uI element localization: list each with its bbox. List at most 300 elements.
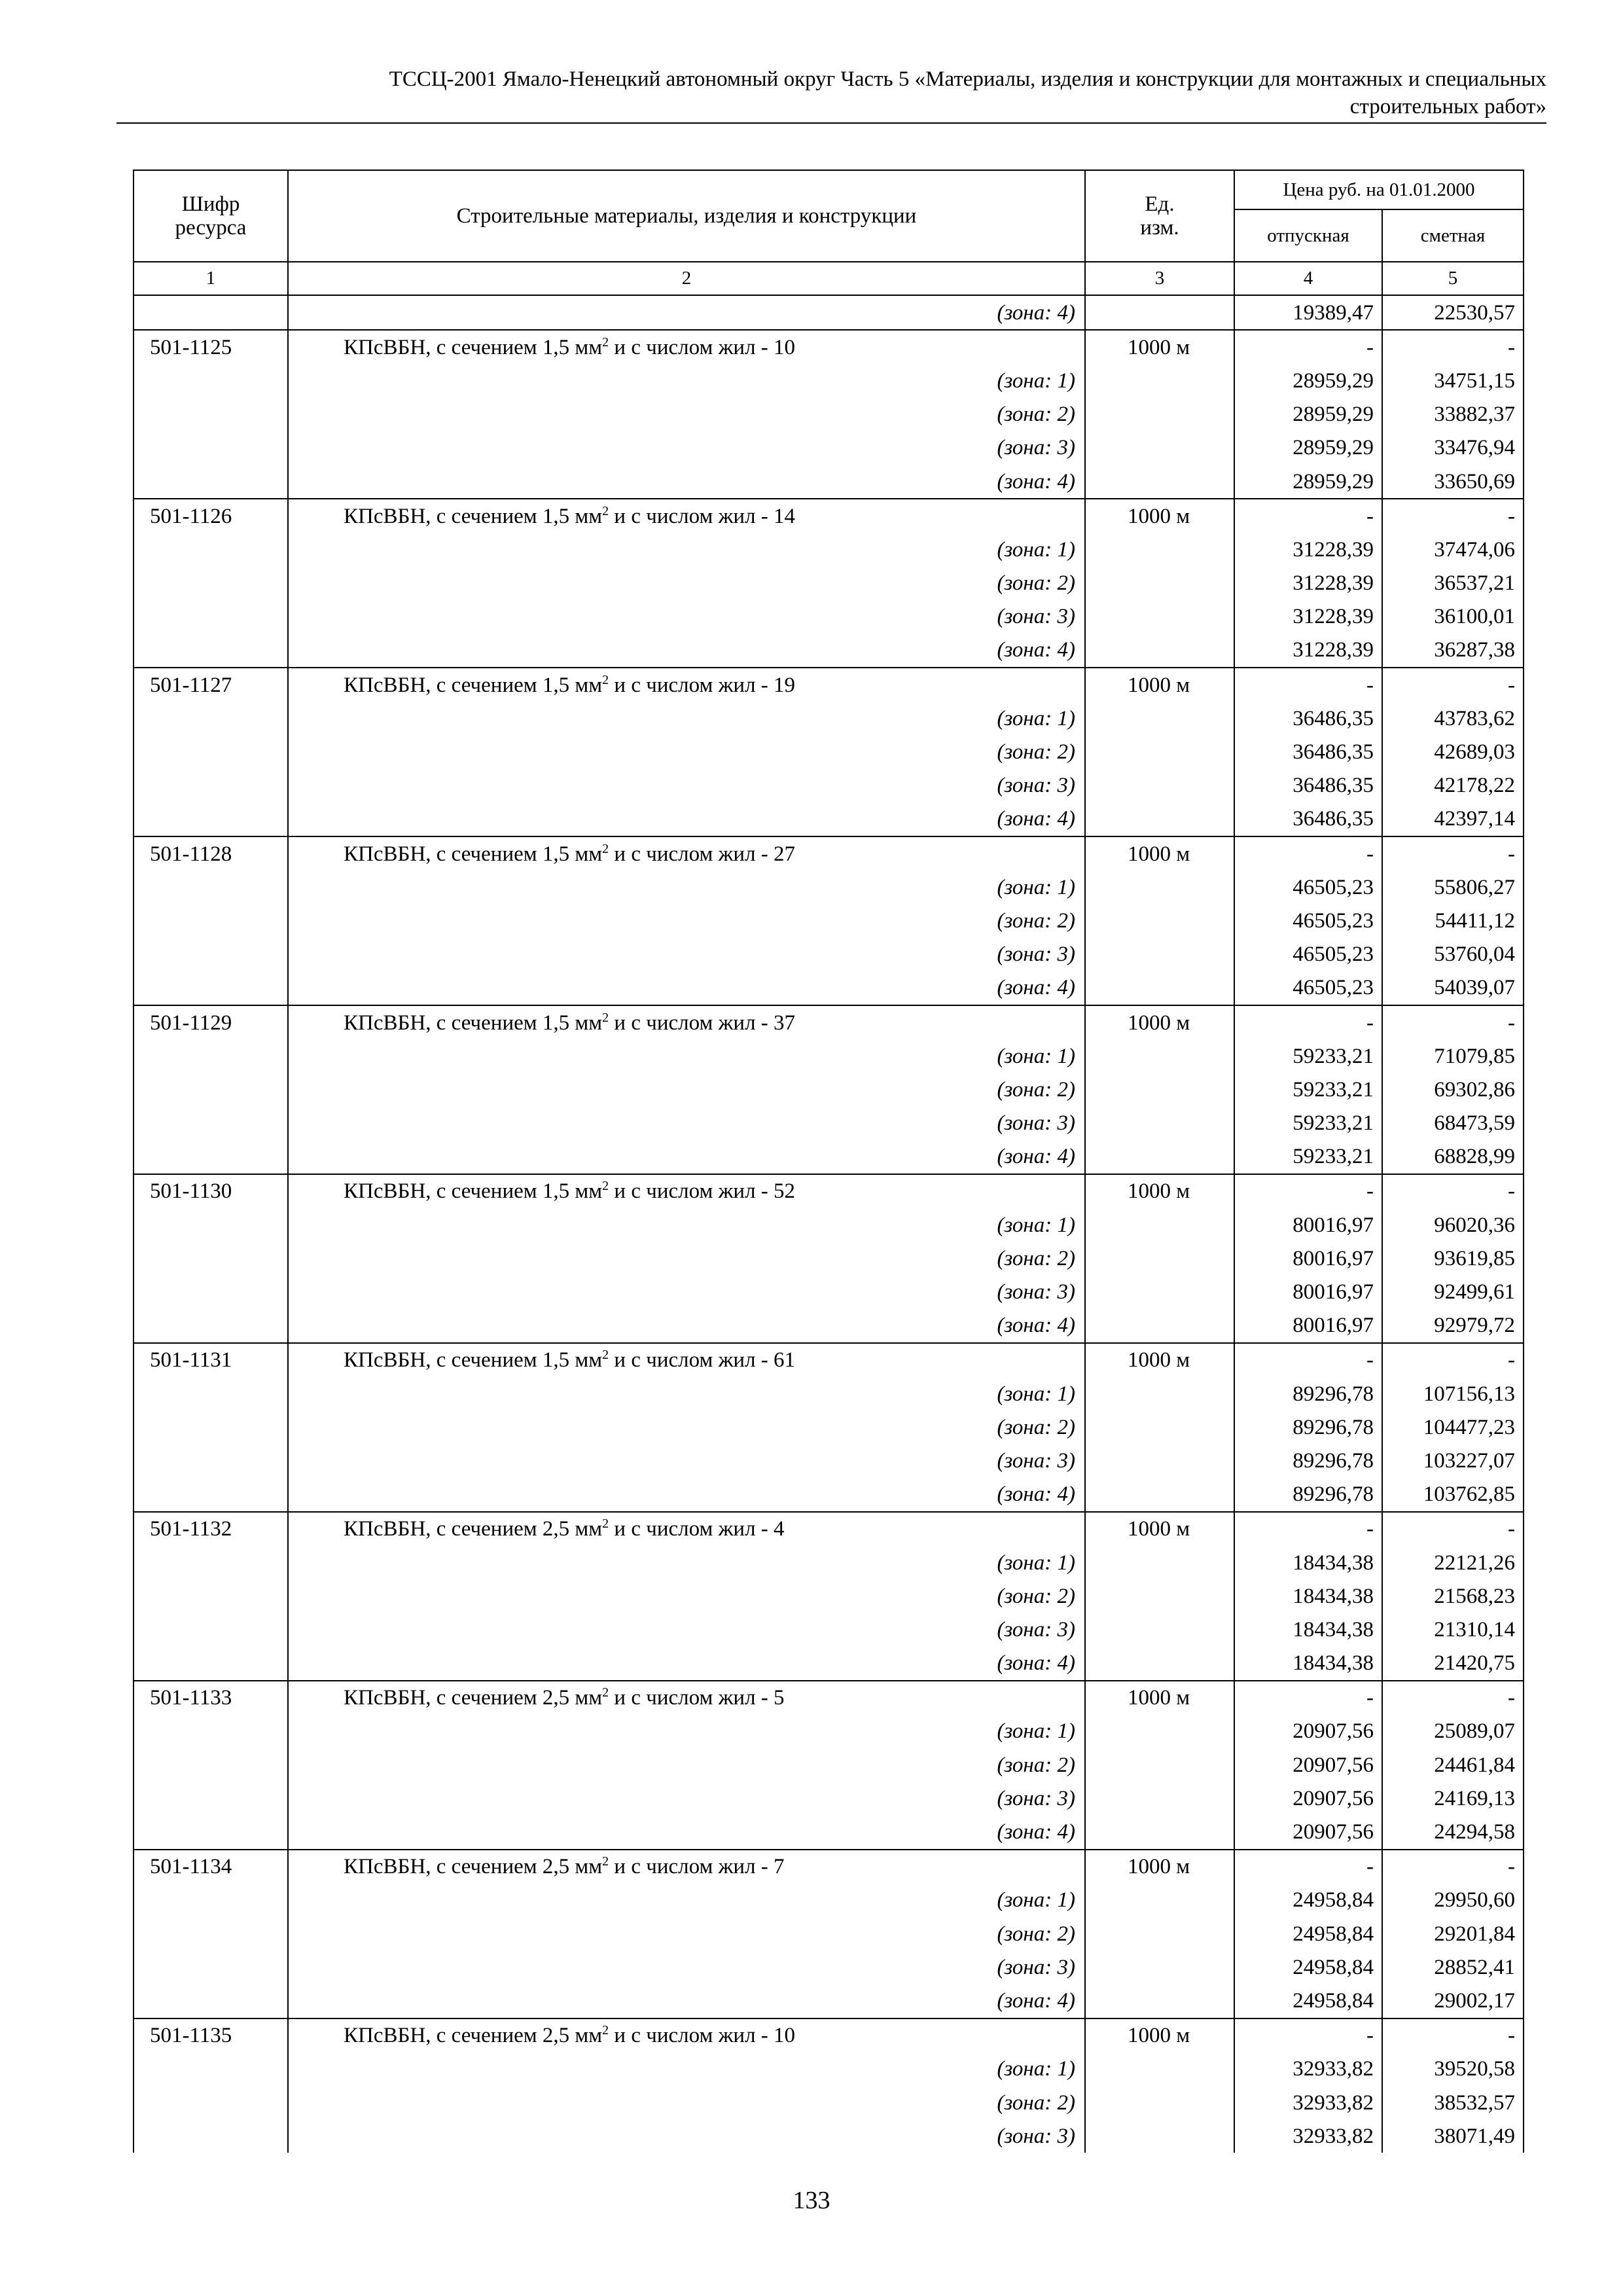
cell-estimate-price: - <box>1382 1512 1524 1546</box>
table-row <box>134 971 1524 1005</box>
cell-unit: 1000 м <box>1085 836 1234 870</box>
cell-release-price: 59233,21 <box>1234 1140 1382 1174</box>
cell-estimate-price: - <box>1382 2018 1524 2053</box>
header-code-line-1: Шифр <box>181 192 240 216</box>
cell-code: 501-1130 <box>134 1174 288 1208</box>
cell-estimate-price: 42689,03 <box>1382 735 1524 768</box>
table-row <box>134 1343 1524 1377</box>
cell-unit: 1000 м <box>1085 1850 1234 1884</box>
cell-release-price: 59233,21 <box>1234 1073 1382 1106</box>
table-row <box>134 1174 1524 1208</box>
cell-unit <box>1085 938 1234 971</box>
material-name-suffix: и с числом жил - 10 <box>609 335 796 359</box>
table-row <box>134 364 1524 397</box>
cell-estimate-price: 24461,84 <box>1382 1748 1524 1782</box>
cell-material-name <box>288 668 1085 702</box>
cell-estimate-price: 39520,58 <box>1382 2053 1524 2086</box>
cell-release-price: 31228,39 <box>1234 600 1382 634</box>
material-name-superscript: 2 <box>602 841 609 856</box>
cell-code <box>134 938 288 971</box>
material-name-text: КПсВБН, с сечением 2,5 мм <box>344 2024 603 2048</box>
cell-unit <box>1085 1444 1234 1477</box>
cell-unit <box>1085 1073 1234 1106</box>
cell-estimate-price: 92499,61 <box>1382 1275 1524 1308</box>
cell-zone: (зона: 4) <box>288 802 1085 836</box>
cell-unit <box>1085 398 1234 431</box>
cell-code <box>134 1647 288 1681</box>
cell-estimate-price: - <box>1382 836 1524 870</box>
table-row <box>134 1005 1524 1039</box>
cell-release-price: 80016,97 <box>1234 1242 1382 1275</box>
table-row <box>134 499 1524 533</box>
cell-estimate-price: 36100,01 <box>1382 600 1524 634</box>
cell-zone: (зона: 4) <box>288 465 1085 499</box>
cell-unit <box>1085 1478 1234 1512</box>
cell-release-price: - <box>1234 1343 1382 1377</box>
material-name-suffix: и с числом жил - 14 <box>609 504 796 528</box>
table-row <box>134 1140 1524 1174</box>
header-resource-code <box>134 170 288 262</box>
table-row <box>134 567 1524 600</box>
cell-release-price: - <box>1234 2018 1382 2053</box>
cell-code <box>134 431 288 465</box>
table-row <box>134 1884 1524 1917</box>
cell-estimate-price: 38071,49 <box>1382 2119 1524 2153</box>
cell-unit: 1000 м <box>1085 499 1234 533</box>
table-row <box>134 938 1524 971</box>
running-header-line-2: строительных работ» <box>1349 95 1546 118</box>
cell-estimate-price: 24169,13 <box>1382 1782 1524 1815</box>
cell-release-price: 32933,82 <box>1234 2119 1382 2153</box>
cell-unit <box>1085 2086 1234 2119</box>
cell-zone: (зона: 1) <box>288 1546 1085 1579</box>
material-name-superscript: 2 <box>602 1685 609 1700</box>
cell-estimate-price: 107156,13 <box>1382 1377 1524 1410</box>
cell-estimate-price: 68473,59 <box>1382 1107 1524 1140</box>
cell-code: 501-1127 <box>134 668 288 702</box>
cell-zone: (зона: 3) <box>288 1950 1085 1984</box>
cell-estimate-price: - <box>1382 1681 1524 1715</box>
material-name-suffix: и с числом жил - 61 <box>609 1348 796 1372</box>
table-row <box>134 295 1524 330</box>
cell-estimate-price: - <box>1382 1005 1524 1039</box>
material-name-superscript: 2 <box>602 1516 609 1532</box>
cell-zone: (зона: 1) <box>288 364 1085 397</box>
cell-estimate-price: 33650,69 <box>1382 465 1524 499</box>
cell-zone: (зона: 2) <box>288 1242 1085 1275</box>
table-row <box>134 1850 1524 1884</box>
cell-estimate-price: 53760,04 <box>1382 938 1524 971</box>
cell-estimate-price: 69302,86 <box>1382 1073 1524 1106</box>
cell-code <box>134 1039 288 1073</box>
cell-estimate-price: 103227,07 <box>1382 1444 1524 1477</box>
table-row <box>134 1647 1524 1681</box>
cell-zone: (зона: 1) <box>288 702 1085 735</box>
cell-code <box>134 1715 288 1748</box>
material-name-text: КПсВБН, с сечением 1,5 мм <box>344 1179 603 1204</box>
cell-unit: 1000 м <box>1085 1512 1234 1546</box>
table-row <box>134 1782 1524 1815</box>
cell-unit <box>1085 364 1234 397</box>
cell-code <box>134 870 288 904</box>
cell-zone: (зона: 2) <box>288 735 1085 768</box>
cell-estimate-price: - <box>1382 1343 1524 1377</box>
table-row <box>134 398 1524 431</box>
cell-estimate-price: 68828,99 <box>1382 1140 1524 1174</box>
cell-release-price: 18434,38 <box>1234 1579 1382 1613</box>
cell-material-name <box>288 1005 1085 1039</box>
running-header <box>116 65 1546 120</box>
cell-release-price: 18434,38 <box>1234 1613 1382 1646</box>
cell-estimate-price: 36287,38 <box>1382 634 1524 668</box>
table-row <box>134 1309 1524 1343</box>
cell-material-name <box>288 499 1085 533</box>
cell-release-price: - <box>1234 1005 1382 1039</box>
cell-zone: (зона: 2) <box>288 398 1085 431</box>
table-row <box>134 465 1524 499</box>
cell-release-price: 28959,29 <box>1234 364 1382 397</box>
cell-release-price: 80016,97 <box>1234 1309 1382 1343</box>
cell-zone: (зона: 2) <box>288 1410 1085 1444</box>
cell-code <box>134 1546 288 1579</box>
cell-release-price: 20907,56 <box>1234 1815 1382 1849</box>
cell-unit <box>1085 1242 1234 1275</box>
material-name-suffix: и с числом жил - 37 <box>609 1011 796 1035</box>
cell-zone: (зона: 4) <box>288 1309 1085 1343</box>
cell-release-price: 59233,21 <box>1234 1107 1382 1140</box>
table-row <box>134 1613 1524 1646</box>
cell-unit: 1000 м <box>1085 1174 1234 1208</box>
cell-code <box>134 769 288 802</box>
cell-release-price: 24958,84 <box>1234 1917 1382 1950</box>
cell-unit <box>1085 870 1234 904</box>
cell-unit <box>1085 1613 1234 1646</box>
cell-code <box>134 2086 288 2119</box>
table-row <box>134 1208 1524 1242</box>
material-name-text: КПсВБН, с сечением 1,5 мм <box>344 335 603 359</box>
cell-code <box>134 1275 288 1308</box>
cell-unit <box>1085 1647 1234 1681</box>
material-name-superscript: 2 <box>602 334 609 350</box>
table-row <box>134 1275 1524 1308</box>
cell-zone: (зона: 2) <box>288 1579 1085 1613</box>
cell-release-price: - <box>1234 836 1382 870</box>
table-row <box>134 769 1524 802</box>
cell-zone: (зона: 1) <box>288 1208 1085 1242</box>
material-name-superscript: 2 <box>602 1010 609 1025</box>
cell-unit <box>1085 971 1234 1005</box>
column-number: 5 <box>1382 262 1524 295</box>
cell-estimate-price: 22121,26 <box>1382 1546 1524 1579</box>
cell-zone: (зона: 1) <box>288 1884 1085 1917</box>
cell-release-price: 36486,35 <box>1234 802 1382 836</box>
cell-estimate-price: 22530,57 <box>1382 295 1524 330</box>
cell-unit <box>1085 1815 1234 1849</box>
cell-unit <box>1085 1309 1234 1343</box>
material-name-suffix: и с числом жил - 27 <box>609 842 796 866</box>
table-row <box>134 1377 1524 1410</box>
cell-code <box>134 735 288 768</box>
cell-code <box>134 1478 288 1512</box>
table-row <box>134 702 1524 735</box>
cell-release-price: 24958,84 <box>1234 1984 1382 2018</box>
cell-release-price: - <box>1234 330 1382 364</box>
cell-unit <box>1085 1140 1234 1174</box>
material-name-text: КПсВБН, с сечением 2,5 мм <box>344 1686 603 1710</box>
cell-zone: (зона: 2) <box>288 904 1085 937</box>
cell-code <box>134 971 288 1005</box>
cell-unit <box>1085 634 1234 668</box>
cell-release-price: 19389,47 <box>1234 295 1382 330</box>
cell-unit <box>1085 1208 1234 1242</box>
header-rule <box>116 122 1546 124</box>
cell-unit <box>1085 904 1234 937</box>
cell-material-name <box>288 330 1085 364</box>
table-row <box>134 802 1524 836</box>
price-table <box>133 170 1524 2153</box>
material-name-suffix: и с числом жил - 10 <box>609 2024 796 2048</box>
table-row <box>134 2018 1524 2053</box>
cell-release-price: - <box>1234 1512 1382 1546</box>
cell-unit <box>1085 1782 1234 1815</box>
column-number: 2 <box>288 262 1085 295</box>
cell-estimate-price: 103762,85 <box>1382 1478 1524 1512</box>
cell-code <box>134 1107 288 1140</box>
cell-release-price: 89296,78 <box>1234 1410 1382 1444</box>
cell-unit: 1000 м <box>1085 1343 1234 1377</box>
cell-estimate-price: 29201,84 <box>1382 1917 1524 1950</box>
cell-unit <box>1085 1984 1234 2018</box>
cell-code <box>134 904 288 937</box>
cell-code <box>134 1884 288 1917</box>
cell-unit <box>1085 1579 1234 1613</box>
cell-release-price: 46505,23 <box>1234 870 1382 904</box>
cell-zone: (зона: 1) <box>288 1715 1085 1748</box>
table-row <box>134 870 1524 904</box>
material-name-suffix: и с числом жил - 52 <box>609 1179 796 1204</box>
table-row <box>134 904 1524 937</box>
table-row <box>134 1815 1524 1849</box>
table-row <box>134 1748 1524 1782</box>
cell-code <box>134 1815 288 1849</box>
cell-release-price: 89296,78 <box>1234 1478 1382 1512</box>
cell-unit <box>1085 1275 1234 1308</box>
table-row <box>134 330 1524 364</box>
cell-unit: 1000 м <box>1085 668 1234 702</box>
cell-code: 501-1128 <box>134 836 288 870</box>
cell-release-price: 36486,35 <box>1234 769 1382 802</box>
header-release-price: отпускная <box>1234 209 1382 262</box>
cell-code <box>134 1579 288 1613</box>
cell-code <box>134 1377 288 1410</box>
cell-estimate-price: - <box>1382 1850 1524 1884</box>
cell-unit <box>1085 465 1234 499</box>
cell-unit <box>1085 1107 1234 1140</box>
table-row <box>134 2053 1524 2086</box>
cell-code <box>134 295 288 330</box>
cell-release-price: 89296,78 <box>1234 1444 1382 1477</box>
cell-unit <box>1085 295 1234 330</box>
cell-code: 501-1129 <box>134 1005 288 1039</box>
cell-zone: (зона: 3) <box>288 769 1085 802</box>
running-header-line-1: ТССЦ-2001 Ямало-Ненецкий автономный округ Часть 5 «Материалы, изделия и конструкции для монтажных и специальных <box>389 67 1546 91</box>
table-row <box>134 1512 1524 1546</box>
cell-estimate-price: 28852,41 <box>1382 1950 1524 1984</box>
cell-unit <box>1085 1039 1234 1073</box>
cell-estimate-price: 33882,37 <box>1382 398 1524 431</box>
cell-release-price: 24958,84 <box>1234 1884 1382 1917</box>
cell-material-name <box>288 1174 1085 1208</box>
material-name-superscript: 2 <box>602 1854 609 1869</box>
material-name-superscript: 2 <box>602 1348 609 1363</box>
cell-estimate-price: 38532,57 <box>1382 2086 1524 2119</box>
cell-estimate-price: 92979,72 <box>1382 1309 1524 1343</box>
cell-zone: (зона: 3) <box>288 600 1085 634</box>
cell-code <box>134 1950 288 1984</box>
cell-unit <box>1085 1410 1234 1444</box>
cell-code <box>134 1410 288 1444</box>
cell-zone: (зона: 3) <box>288 1444 1085 1477</box>
material-name-text: КПсВБН, с сечением 1,5 мм <box>344 1011 603 1035</box>
cell-code <box>134 600 288 634</box>
cell-code <box>134 634 288 668</box>
cell-release-price: 31228,39 <box>1234 634 1382 668</box>
table-body <box>134 295 1524 2153</box>
material-name-suffix: и с числом жил - 19 <box>609 673 796 697</box>
cell-release-price: 32933,82 <box>1234 2086 1382 2119</box>
cell-zone: (зона: 3) <box>288 1107 1085 1140</box>
table-row <box>134 1410 1524 1444</box>
cell-zone: (зона: 4) <box>288 1984 1085 2018</box>
cell-code <box>134 1748 288 1782</box>
column-number: 4 <box>1234 262 1382 295</box>
cell-material-name <box>288 1343 1085 1377</box>
cell-release-price: - <box>1234 499 1382 533</box>
cell-zone: (зона: 4) <box>288 1140 1085 1174</box>
cell-release-price: - <box>1234 1850 1382 1884</box>
cell-code <box>134 802 288 836</box>
cell-code <box>134 533 288 566</box>
table-row <box>134 1546 1524 1579</box>
cell-unit: 1000 м <box>1085 1681 1234 1715</box>
cell-release-price: 20907,56 <box>1234 1748 1382 1782</box>
cell-code <box>134 1242 288 1275</box>
cell-zone: (зона: 2) <box>288 567 1085 600</box>
table-row <box>134 1107 1524 1140</box>
cell-estimate-price: 33476,94 <box>1382 431 1524 465</box>
cell-unit <box>1085 735 1234 768</box>
cell-zone: (зона: 4) <box>288 1478 1085 1512</box>
cell-estimate-price: 21420,75 <box>1382 1647 1524 1681</box>
cell-unit <box>1085 600 1234 634</box>
material-name-superscript: 2 <box>602 503 609 518</box>
cell-estimate-price: 42178,22 <box>1382 769 1524 802</box>
table-row <box>134 1478 1524 1512</box>
cell-unit <box>1085 702 1234 735</box>
header-unit <box>1085 170 1234 262</box>
table-row <box>134 533 1524 566</box>
cell-zone: (зона: 2) <box>288 2086 1085 2119</box>
cell-code <box>134 364 288 397</box>
header-unit-line-1: Ед. <box>1145 192 1175 216</box>
table-row <box>134 1715 1524 1748</box>
cell-unit: 1000 м <box>1085 330 1234 364</box>
cell-estimate-price: 25089,07 <box>1382 1715 1524 1748</box>
page-number: 133 <box>793 2187 830 2214</box>
cell-code <box>134 567 288 600</box>
cell-code <box>134 1073 288 1106</box>
cell-estimate-price: 71079,85 <box>1382 1039 1524 1073</box>
cell-unit <box>1085 1377 1234 1410</box>
cell-estimate-price: 37474,06 <box>1382 533 1524 566</box>
cell-unit: 1000 м <box>1085 1005 1234 1039</box>
cell-code: 501-1125 <box>134 330 288 364</box>
header-unit-line-2: изм. <box>1140 216 1179 240</box>
cell-release-price: 20907,56 <box>1234 1715 1382 1748</box>
cell-zone: (зона: 4) <box>288 634 1085 668</box>
cell-estimate-price: 43783,62 <box>1382 702 1524 735</box>
cell-release-price: 46505,23 <box>1234 938 1382 971</box>
table-row <box>134 1444 1524 1477</box>
cell-release-price: 24958,84 <box>1234 1950 1382 1984</box>
cell-estimate-price: 24294,58 <box>1382 1815 1524 1849</box>
cell-code <box>134 1984 288 2018</box>
cell-release-price: 31228,39 <box>1234 533 1382 566</box>
table-row <box>134 668 1524 702</box>
cell-release-price: - <box>1234 668 1382 702</box>
header-estimate-price: сметная <box>1382 209 1524 262</box>
cell-zone: (зона: 3) <box>288 1782 1085 1815</box>
cell-release-price: 28959,29 <box>1234 431 1382 465</box>
cell-unit <box>1085 567 1234 600</box>
cell-zone: (зона: 3) <box>288 1613 1085 1646</box>
cell-unit <box>1085 1884 1234 1917</box>
cell-estimate-price: 96020,36 <box>1382 1208 1524 1242</box>
cell-unit: 1000 м <box>1085 2018 1234 2053</box>
cell-zone: (зона: 1) <box>288 870 1085 904</box>
material-name-suffix: и с числом жил - 7 <box>609 1855 785 1879</box>
table-row <box>134 431 1524 465</box>
cell-unit <box>1085 431 1234 465</box>
material-name-text: КПсВБН, с сечением 1,5 мм <box>344 673 603 697</box>
cell-code: 501-1135 <box>134 2018 288 2053</box>
table-row <box>134 1073 1524 1106</box>
cell-release-price: 18434,38 <box>1234 1546 1382 1579</box>
material-name-superscript: 2 <box>602 1179 609 1194</box>
material-name-text: КПсВБН, с сечением 2,5 мм <box>344 1855 603 1879</box>
cell-zone: (зона: 3) <box>288 431 1085 465</box>
material-name-superscript: 2 <box>602 672 609 687</box>
table-row <box>134 2119 1524 2153</box>
table-row <box>134 735 1524 768</box>
cell-release-price: 31228,39 <box>1234 567 1382 600</box>
cell-estimate-price: 34751,15 <box>1382 364 1524 397</box>
cell-code <box>134 702 288 735</box>
material-name-superscript: 2 <box>602 2023 609 2038</box>
material-name-text: КПсВБН, с сечением 1,5 мм <box>344 1348 603 1372</box>
cell-code <box>134 1208 288 1242</box>
cell-code: 501-1132 <box>134 1512 288 1546</box>
cell-material-name <box>288 1512 1085 1546</box>
cell-unit <box>1085 1546 1234 1579</box>
cell-zone: (зона: 1) <box>288 533 1085 566</box>
material-name-text: КПсВБН, с сечением 2,5 мм <box>344 1517 603 1541</box>
cell-estimate-price: - <box>1382 499 1524 533</box>
cell-unit <box>1085 769 1234 802</box>
cell-estimate-price: 21310,14 <box>1382 1613 1524 1646</box>
cell-estimate-price: - <box>1382 668 1524 702</box>
cell-zone: (зона: 2) <box>288 1748 1085 1782</box>
